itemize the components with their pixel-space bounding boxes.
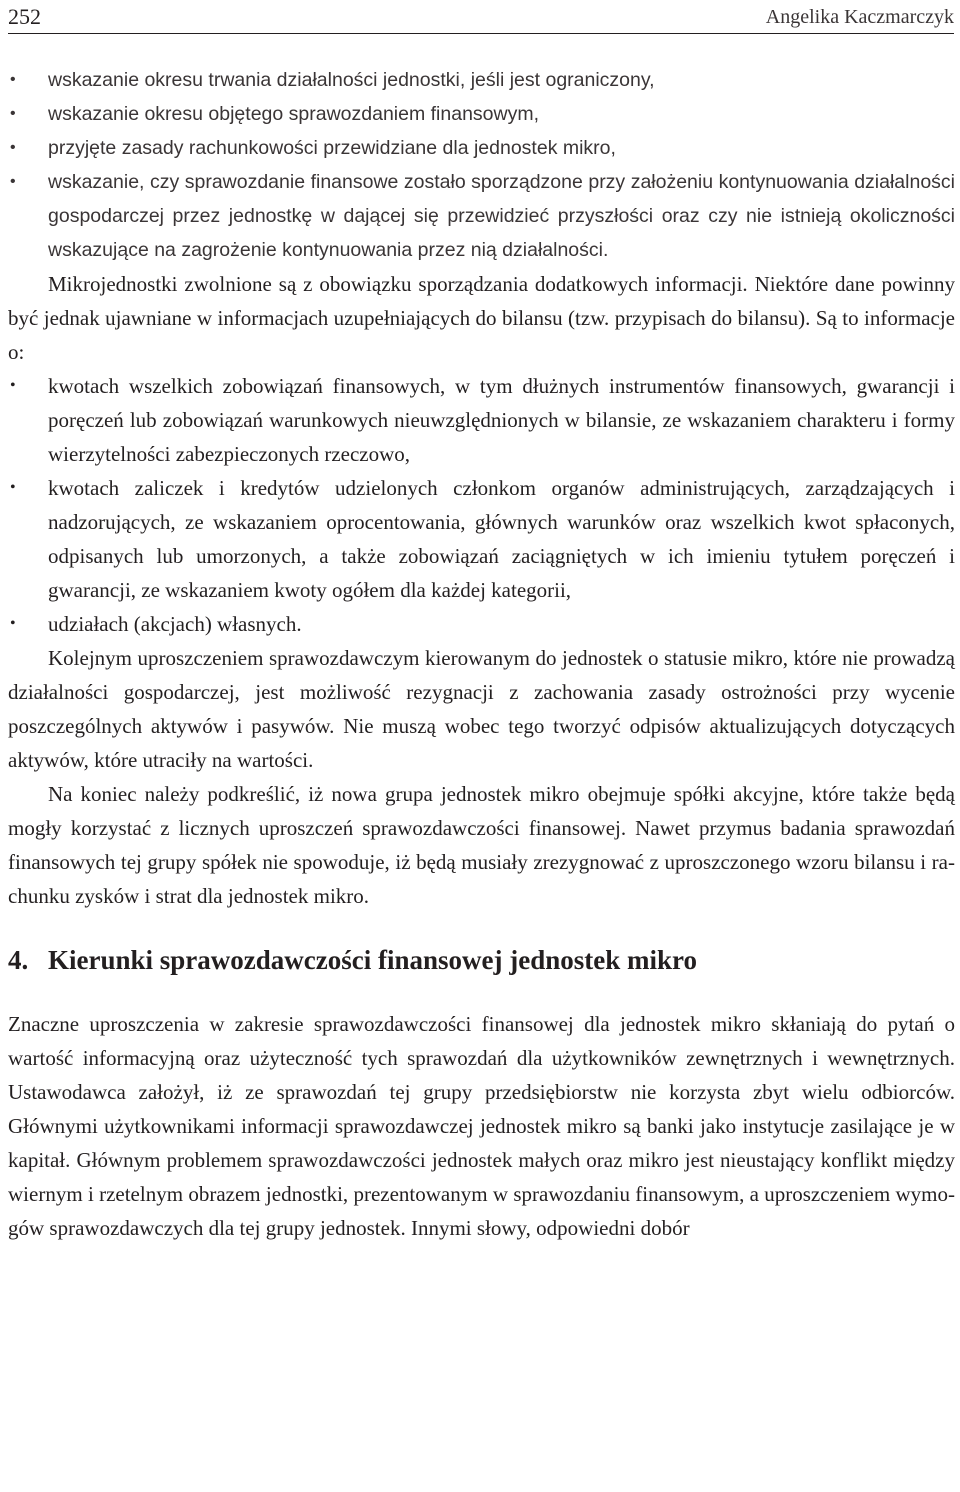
list-item: • kwotach wszelkich zobowiązań finansowych, w tym dłużnych instrumentów finansowych, gwarancji i poręczeń lub zobowiązań warunkowych nieuwzględnionych w bilansie, ze wskazaniem charakteru i formy wierzytelności zabezpieczonych rzeczowo, bbox=[8, 369, 955, 471]
bullet-list-first bbox=[8, 63, 955, 267]
paragraph-znaczne: Znaczne uproszczenia w zakresie sprawozdawczości finansowej dla jednostek mikro skłaniają do pytań o wartość informacyjną oraz użyteczność tych sprawozdań dla użytkowników zewnętrznych i wewnętrznych. Ustawodawca założył, iż ze sprawozdań tej grupy przedsiębiorstw nie korzysta zbyt wielu odbiorców. Głównymi użytkownikami informacji sprawozdawczej jednostek mikro są banki jako instytucje zasilające je w kapitał. Głównym problemem sprawozdawczości jednostek małych oraz mikro jest nieustający konflikt między wiernym i rzetelnym obrazem jednostki, prezentowanym w sprawozdaniu finansowym, a uproszczeniem wymogów sprawozdawczych dla tej grupy jednostek. Innymi słowy, odpowiedni dobór bbox=[8, 1012, 955, 1240]
paragraph-mikrojednostki: Mikrojednostki zwolnione są z obowiązku sporządzania dodatkowych informacji. Niektóre dane powinny być jednak ujawniane w informacjach uzupełniających do bilansu (tzw. przypisach do bilansu). Są to informacje o: bbox=[8, 272, 955, 364]
section-number: 4. bbox=[8, 945, 29, 975]
bullet-icon: • bbox=[10, 377, 16, 394]
list-item: • przyjęte zasady rachunkowości przewidziane dla jednostek mikro, bbox=[8, 131, 955, 165]
paragraph-kolejnym: Kolejnym uproszczeniem sprawozdawczym kierowanym do jednostek o statusie mikro, które nie prowadzą działalności gospodarczej, jest możliwość rezygnacji z zachowania zasady ostrożności przy wycenie poszczególnych aktywów i pasywów. Nie muszą wobec tego tworzyć odpisów aktualizujących dotyczących aktywów, które utraciły na wartości. bbox=[8, 646, 955, 772]
bullet-icon: • bbox=[10, 479, 16, 496]
bullet-icon: • bbox=[10, 105, 16, 122]
list-item: • udziałach (akcjach) własnych. bbox=[8, 607, 955, 641]
list-item: • kwotach zaliczek i kredytów udzielonych członkom organów administrujących, zarządzających i nadzorujących, ze wskazaniem oprocentowania, głównych warunków oraz wszelkich kwot spłaconych, odpisanych lub umorzonych, a także zobowiązań zaciągniętych w ich imieniu tytułem poręczeń i gwarancji, ze wskazaniem kwoty ogółem dla każdej kategorii, bbox=[8, 471, 955, 607]
bullet-icon: • bbox=[10, 615, 16, 632]
section-title: Kierunki sprawozdawczości finansowej jednostek mikro bbox=[48, 945, 698, 975]
paragraph-na-koniec: Na koniec należy podkreślić, iż nowa grupa jednostek mikro obejmuje spółki akcyjne, które także będą mogły korzystać z licznych uproszczeń sprawozdawczości finansowej. Nawet przymus badania sprawozdań finansowych tej grupy spółek nie spowoduje, iż będą musiały zrezygnować z uproszczonego wzoru bilansu i rachunku zysków i strat dla jednostek mikro. bbox=[8, 782, 955, 908]
list-item: • wskazanie, czy sprawozdanie finansowe zostało sporządzone przy założeniu kontynuowania działalności gospodarczej przez jednostkę w dającej się przewidzieć przyszłości oraz czy nie istnieją okoliczności wskazujące na zagrożenie kontynuowania przez nią działalności. bbox=[8, 165, 955, 267]
bullet-icon: • bbox=[10, 173, 16, 190]
bullet-icon: • bbox=[10, 139, 16, 156]
bullet-list-second bbox=[8, 369, 955, 641]
bullet-icon: • bbox=[10, 71, 16, 88]
list-item: • wskazanie okresu trwania działalności jednostki, jeśli jest ograniczony, bbox=[8, 63, 955, 97]
page-body bbox=[8, 63, 955, 1245]
list-item: • wskazanie okresu objętego sprawozdaniem finansowym, bbox=[8, 97, 955, 131]
section-heading bbox=[8, 937, 955, 983]
page-number: 252 bbox=[8, 4, 41, 29]
page-header bbox=[8, 0, 954, 34]
running-head-author: Angelika Kaczmarczyk bbox=[765, 6, 954, 28]
